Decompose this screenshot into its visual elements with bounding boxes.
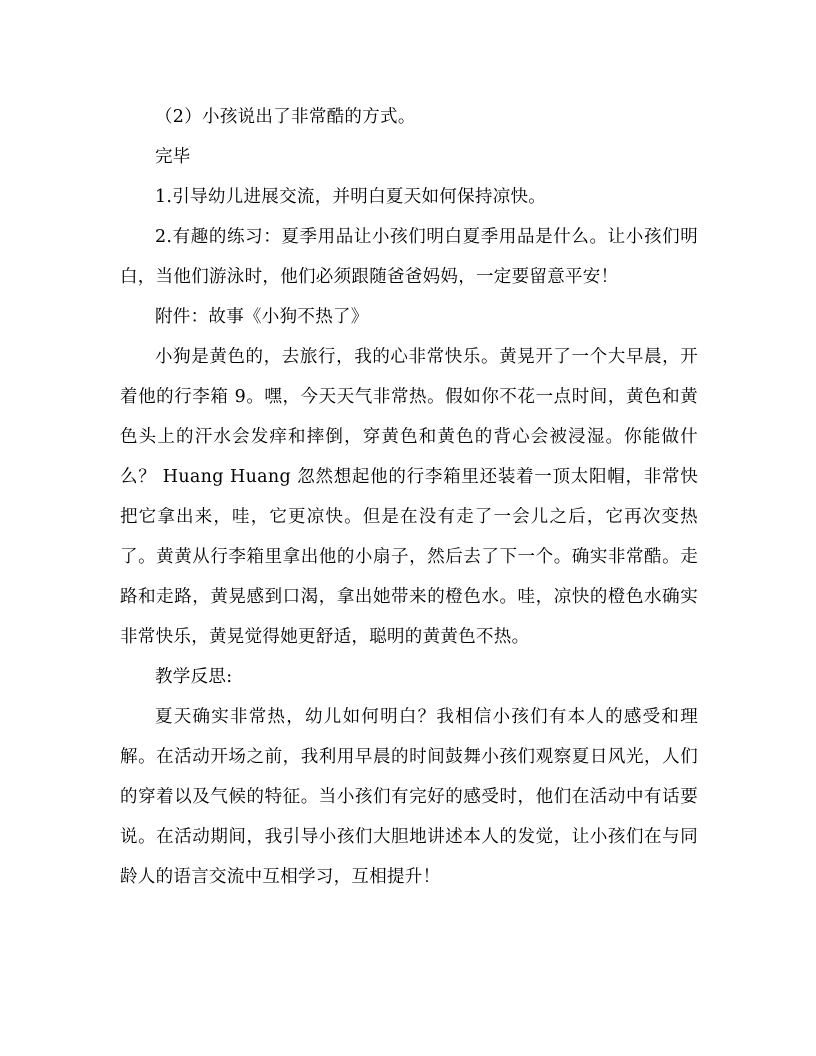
paragraph-step-2: （2）小孩说出了非常酷的方式。 xyxy=(155,107,416,127)
paragraph-reflection-heading: 教学反思: xyxy=(155,667,233,687)
document-body xyxy=(120,97,698,897)
paragraph-end: 完毕 xyxy=(155,147,191,167)
paragraph-item-2: 2.有趣的练习：夏季用品让小孩们明白夏季用品是什么。让小孩们明白，当他们游泳时，他们必须跟随爸爸妈妈，一定要留意平安！ xyxy=(120,227,698,287)
paragraph-reflection: 夏天确实非常热，幼儿如何明白？我相信小孩们有本人的感受和理解。在活动开场之前，我利用早晨的时间鼓舞小孩们观察夏日风光，人们的穿着以及气候的特征。当小孩们有完好的感受时，他们在活动中有话要说。在活动期间，我引导小孩们大胆地讲述本人的发觉，让小孩们在与同龄人的语言交流中互相学习，互相提升！ xyxy=(120,707,698,887)
paragraph-item-1: 1.引导幼儿进展交流，并明白夏天如何保持凉快。 xyxy=(155,187,547,207)
paragraph-attachment-title: 附件：故事《小狗不热了》 xyxy=(155,307,369,327)
paragraph-story: 小狗是黄色的，去旅行，我的心非常快乐。黄晃开了一个大早晨，开着他的行李箱 9。嘿，今天天气非常热。假如你不花一点时间，黄色和黄色头上的汗水会发痒和摔倒，穿黄色和黄色的背心会被浸湿。你能做什么？ Huang Huang 忽然想起他的行李箱里还装着一顶太阳帽，非常快把它拿出来，哇，它更凉快。但是在没有走了一会儿之后，它再次变热了。黄黄从行李箱里拿出他的小扇子，然后去了下一个。确实非常酷。走路和走路，黄晃感到口渴，拿出她带来的橙色水。哇，凉快的橙色水确实非常快乐，黄晃觉得她更舒适，聪明的黄黄色不热。 xyxy=(120,347,698,647)
